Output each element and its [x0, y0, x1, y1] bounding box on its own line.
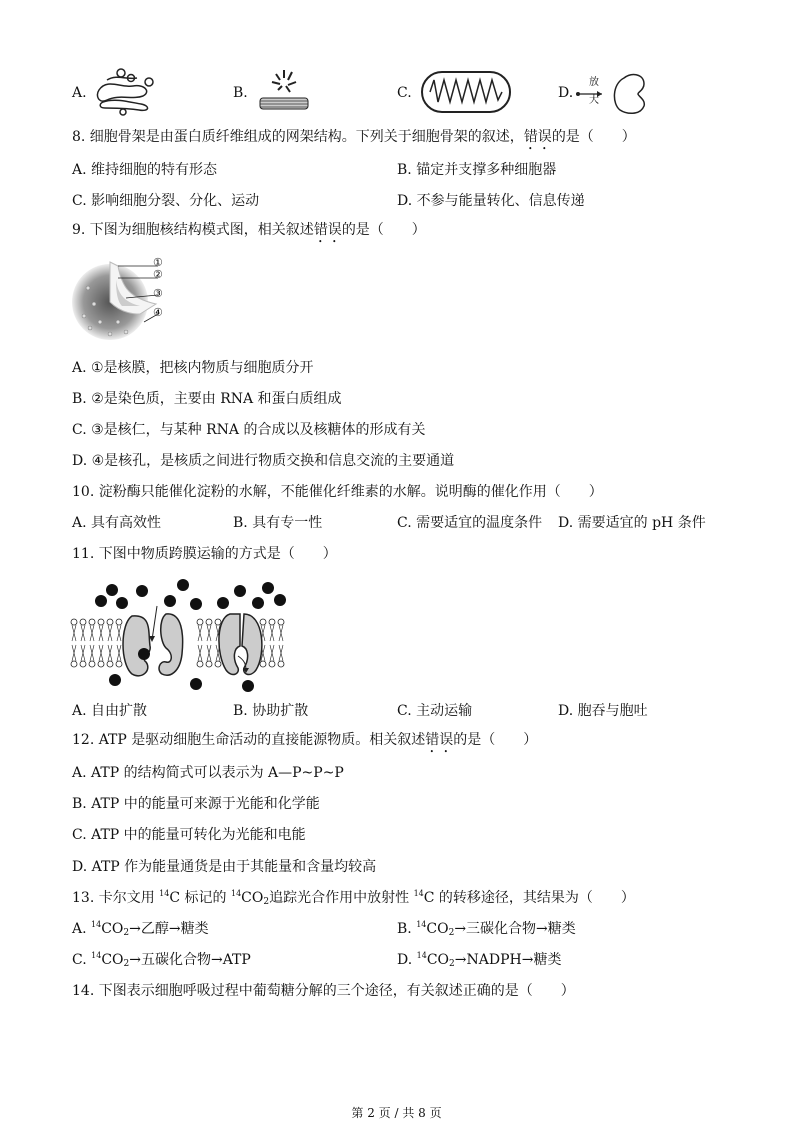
magnify-label-top: 放	[589, 77, 599, 88]
solute-particle	[177, 579, 189, 591]
nucleus-label-3: ③	[153, 287, 163, 300]
nucleus-label-4: ④	[153, 306, 163, 319]
solute-particle	[234, 585, 246, 597]
nucleus-label-1: ①	[153, 256, 163, 269]
q11-option-a: A. 自由扩散	[72, 703, 148, 719]
q12-option-b: B. ATP 中的能量可来源于光能和化学能	[72, 796, 320, 812]
q9-stem: 9. 下图为细胞核结构模式图，相关叙述错误的是（ ）	[72, 222, 426, 238]
solute-particle	[164, 595, 176, 607]
q9-option-a: A. ①是核膜，把核内物质与细胞质分开	[72, 360, 314, 376]
q11-option-d: D. 胞吞与胞吐	[558, 703, 648, 719]
q12-option-a: A. ATP 的结构简式可以表示为 A—P~P~P	[72, 765, 344, 781]
magnify-arrow-figure	[574, 72, 654, 116]
q13-stem: 13. 卡尔文用 $^{14}$C 标记的 $^{14}CO_2$追踪光合作用中放射性 $^{14}$C 的转移途径，其结果为（ ）	[72, 889, 635, 907]
nucleus-label-2: ②	[153, 268, 163, 281]
q12-stem: 12. ATP 是驱动细胞生命活动的直接能源物质。相关叙述错误的是（ ）	[72, 732, 538, 748]
page-footer: 第 2 页 / 共 8 页	[351, 1106, 442, 1120]
q7-option-d: D.	[558, 85, 574, 101]
solute-particle	[274, 594, 286, 606]
solute-particle	[190, 678, 202, 690]
q9-option-d: D. ④是核孔，是核质之间进行物质交换和信息交流的主要通道	[72, 453, 455, 469]
solute-particle	[262, 582, 274, 594]
mitochondrion-figure	[420, 70, 512, 114]
q10-option-c: C. 需要适宜的温度条件	[397, 515, 543, 531]
q10-option-a: A. 具有高效性	[72, 515, 162, 531]
q13-option-c: C. $^{14}CO_2\to$五碳化合物→ATP	[72, 951, 251, 969]
q8-option-b: B. 锚定并支撑多种细胞器	[397, 162, 557, 178]
q7-option-c: C.	[397, 85, 412, 101]
q13-option-a: A. $^{14}CO_2\to$乙醇→糖类	[72, 920, 209, 938]
centriole-figure	[258, 66, 310, 112]
q7-option-b: B.	[233, 85, 248, 101]
q10-option-d: D. 需要适宜的 pH 条件	[558, 515, 706, 531]
q10-stem: 10. 淀粉酶只能催化淀粉的水解，不能催化纤维素的水解。说明酶的催化作用（ ）	[72, 484, 603, 500]
solute-particle	[138, 648, 150, 660]
q12-option-c: C. ATP 中的能量可转化为光能和电能	[72, 827, 306, 843]
q11-option-b: B. 协助扩散	[233, 703, 309, 719]
q13-option-b: B. $^{14}CO_2\to$三碳化合物→糖类	[397, 920, 576, 938]
q8-option-d: D. 不参与能量转化、信息传递	[397, 193, 585, 209]
solute-particle	[242, 680, 254, 692]
q9-option-c: C. ③是核仁，与某种 RNA 的合成以及核糖体的形成有关	[72, 422, 426, 438]
q12-option-d: D. ATP 作为能量通货是由于其能量和含量均较高	[72, 859, 377, 875]
q8-option-a: A. 维持细胞的特有形态	[72, 162, 218, 178]
solute-particle	[109, 674, 121, 686]
solute-particle	[95, 595, 107, 607]
q9-option-b: B. ②是染色质，主要由 RNA 和蛋白质组成	[72, 391, 342, 407]
q11-option-c: C. 主动运输	[397, 703, 473, 719]
solute-particle	[252, 597, 264, 609]
q10-option-b: B. 具有专一性	[233, 515, 323, 531]
solute-particle	[116, 597, 128, 609]
q14-stem: 14. 下图表示细胞呼吸过程中葡萄糖分解的三个途径，有关叙述正确的是（ ）	[72, 983, 575, 999]
solute-particle	[217, 597, 229, 609]
q7-option-a: A.	[72, 85, 87, 101]
golgi-figure	[93, 66, 155, 116]
membrane-transport-figure	[70, 574, 290, 694]
q8-option-c: C. 影响细胞分裂、分化、运动	[72, 193, 260, 209]
q11-stem: 11. 下图中物质跨膜运输的方式是（ ）	[72, 546, 337, 562]
solute-particle	[136, 585, 148, 597]
solute-particle	[106, 584, 118, 596]
solute-particle	[190, 598, 202, 610]
q8-stem: 8. 细胞骨架是由蛋白质纤维组成的网架结构。下列关于细胞骨架的叙述，错误的是（ ）	[72, 129, 636, 145]
q13-option-d: D. $^{14}CO_2\to NADPH\to$糖类	[397, 951, 562, 969]
nucleus-figure	[70, 258, 160, 342]
magnify-label-bottom: 大	[589, 95, 599, 106]
